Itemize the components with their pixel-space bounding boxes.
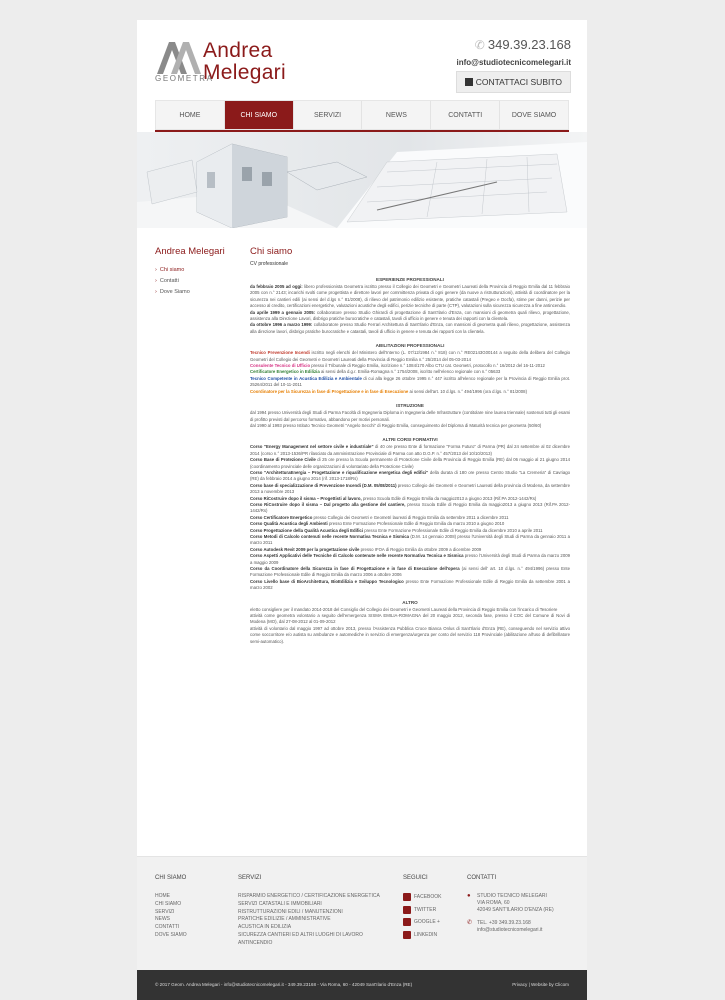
social-label: FACEBOOK [414,894,442,900]
cv-entry-title: Corso Certificatore Energetico [250,514,313,520]
cv-entry-text: presso Collegio dei Geometri e Geometri Laureati della provincia di Modena, da settembre 2013 a novembre 2013 [250,482,570,495]
sidebar-item-label: Contatti [159,278,179,284]
cv-entry-text: ai sensi della d.g.r. Emilia-Romagna n.° 1754/2008, iscritto nell'elenco regionale con n.° 05633 [320,369,501,375]
cv-entry-text: presso Ente Formazione Professionale Edile di Reggio Emilia da marzo 2010 a giugno 2010 [328,521,505,527]
footer-phone [467,920,577,934]
twitter-icon [403,906,411,914]
cv-entry-title: Tecnico Competente in Acustica Edilizia e Ambientale [250,375,362,381]
footer-link-news[interactable]: NEWS [155,916,170,923]
cv-entry-title: Corso RiCostruire dopo il sisma – Dal progetto alla gestione del cantiere, [250,501,406,507]
cv-entry-title: Corso Livello base di BioArchitettura, BioEdilizia e Sviluppo Tecnologico [250,578,404,584]
copyright-text: © 2017 Geom. Andrea Melegari - info@studiotecnicomelegari.it - 349.39.23168 - Via Roma, 60 - 42049 Sant'Ilario d'Enza (RE) [155,982,413,987]
footer-col-title: CONTATTI [467,875,497,881]
footer-link-service[interactable]: RISPARMIO ENERGETICO / CERTIFICAZIONE ENERGETICA [238,893,380,899]
footer-link-service[interactable]: ANTINCENDIO [238,939,273,946]
social-label: GOOGLE + [414,919,440,925]
cv-entry-title: Corso da Coordinatore della Sicurezza in fase di Progettazione e in fase di Esecuzione dell'opera [250,566,460,572]
facebook-icon [403,893,411,901]
cv-entry-title: Certificatore Energetico in Edilizia [250,369,320,375]
footer-col-seguici [403,875,463,943]
cv-entry-text: presso il Tribunale di Reggio Emilia, iscrizione n.° 1084/170 Albo CTU cat. Geometri, protocollo n.° 16/2012 del 16-11-2012 [311,363,545,369]
cv-entry-date: da febbraio 2005 ad oggi: [250,284,303,289]
cv-entry [250,444,570,457]
footer-phone-number[interactable]: TEL. +39 349.39.23.168 [477,920,531,926]
edit-icon [465,78,473,86]
sidebar-item-contatti[interactable] [155,278,235,284]
header-phone[interactable] [451,37,571,52]
cv-entry-text: presso Collegio dei Geometri e Geometri laureati di Reggio Emilia da settembre 2011 a dicembre 2011 [313,514,509,520]
cv-entry [250,502,570,515]
footer-col-title: CHI SIAMO [155,875,187,881]
cv-entry-title: Corso Metodi di Calcolo contenuti nelle recente Normativa Tecnica e Sismica [250,534,409,539]
cv-entry-text: presso Scuola Edile di Reggio Emilia da maggio2013 a giugno 2013 (Rif.PA 2012-1442/Rs) [250,501,570,514]
cv-entry [250,566,570,579]
header-email[interactable]: info@studiotecnicomelegari.it [456,58,571,67]
cv-entry-text: (D.M. 14 gennaio 2008) presso l'Università degli Studi di Parma da gennaio 2011 a marzo 2011 [250,534,571,546]
location-pin-icon: ● [467,893,471,899]
phone-icon: ✆ [474,38,485,52]
cv-entry [250,457,570,470]
sidebar-item-dove-siamo[interactable] [155,289,235,295]
sidebar [155,246,235,300]
footer-street: VIA ROMA, 60 [477,900,510,906]
social-google-plus[interactable] [403,918,463,926]
contact-now-label: CONTATTACI SUBITO [475,77,562,87]
main-nav [155,100,569,130]
page-container [137,20,587,856]
cv-entry-title: Corso RiCostruire dopo il sisma – Progettisti al lavoro, [250,495,362,501]
cv-entry-text: di cui alla legge 26 ottobre 1995 n.° 447 iscritto all'elenco regionale per la Provincia di Reggio Emilia prot. 25264/2011 del 10-11-2011 [250,375,570,388]
page-title: Chi siamo [250,246,293,257]
header-phone-number: 349.39.23.168 [487,37,571,52]
social-label: TWITTER [414,906,437,913]
cv-entry-title: Corso "ArchitetturaEnergia – Progettazione e riqualificazione energetica degli edifici" [250,469,429,475]
chevron-right-icon: › [155,289,157,295]
cv-entry: attività come geometra volontario a seguito dell'emergenza SISMA EMILIA-ROMAGNA del 20 maggio 2012, seconda fase, presso il COC del Comune di Novi di Modena (MO), dal 27-08-2012 al 01-09-2012 [250,613,570,625]
footer-col-contatti [467,875,577,939]
cv-entry [250,553,570,566]
footer-link-servizi[interactable]: SERVIZI [155,908,175,915]
footer-studio-name: STUDIO TECNICO MELEGARI [477,893,547,899]
cv-entry-text: presso Ente Formazione Professionale Edile di Reggio Emilia da dicembre 2010 a aprile 2011 [364,527,543,533]
cv-entry-text: presso l'Università degli Studi di Parma da marzo 2009 a maggio 2009 [250,553,570,565]
cv-entry-text: della durata di 180 ore presso Centro Studio "La Cremeria" di Cavriago (RE) da febbraio 2014 a giugno 2014 (rif. 2013-1718/Rs) [250,469,570,482]
header-contact [451,37,571,93]
footer-link-home[interactable]: HOME [155,893,170,899]
tab-dove-siamo[interactable]: DOVE SIAMO [511,112,557,119]
cv-entry-title: Corso Base di Protezione Civile [250,457,316,463]
cv-entry-title: Corso base di specializzazione di Prevenzione Incendi (D.M. 05/08/2011) [250,482,397,488]
chevron-right-icon: › [155,267,157,273]
cv-entry-text: libero professionista Geometra iscritto presso il Collegio dei Geometri e Geometri Laureati della Provincia di Reggio Emilia dal 11 febbraio 2005 con n.° 2143; incarichi svolti come progettista e direttore lavori per committenza privata di ogni genere (da nuove a ristrutturazioni), attività di coordinatore per la sicurezza nei cantieri edili (ai sensi del d.lgs n.° 81/2008), di rilievo del patrimonio edilizio esistente, pratiche catastali (Pregeo e Docfa), stime per danni, perizie per accesso al credito, certificazioni energetiche, valutazioni acustiche degli edifici, perizie tecniche di parte (CTP), valutazioni sulla sicurezza sicurezza a fine antincendio. [250,284,570,309]
tab-contatti[interactable]: CONTATTI [431,101,500,129]
cv-entry [250,284,570,310]
cv-entry-text: collaboratore presso Studio Ghirardi di progettazione di Sant'Ilario d'Enza, con mansioni di geometra quali rilievo, progettazione, assistenza alla Direzione Lavori, disbrigo pratiche burocratiche e catastali, tavoli di ufficio in genere e tenuta dei rapporti con la clientela. [250,309,570,322]
section-heading-istruzione: ISTRUZIONE [396,403,424,409]
phone-icon: ✆ [467,920,473,926]
cv-entry [250,389,570,395]
logo-first-name: Andrea [203,39,273,62]
cv-entry [250,483,570,496]
tab-news[interactable]: NEWS [362,101,431,129]
cv-entry-text: collaboratore presso Studio Ferrari Architettura di Sant'Ilario d'Enza, con mansioni di geometra quali rilievo, progettazione, assistenza alla direzione lavori, disbrigo pratiche burocratiche e catastali, tavoli di ufficio in genere e tenuta dei rapporti con la clientela. [250,322,570,334]
footer-link-dove-siamo[interactable]: DOVE SIAMO [155,931,187,938]
cv-entry-text: (ai sensi dell' art. 10 d.lgs. n.° 494/1996) presso Ente Formazione Professionale Edile di Reggio Emilia da marzo 2006 a ottobre 2006 [250,566,570,578]
cv-entry [250,322,570,335]
google-plus-icon [403,918,411,926]
cv-entry-title: Coordinatore per la Sicurezza in fase di Progettazione e in fase di Esecuzione [250,388,409,394]
cv-entry [250,579,570,592]
cv-entry: attività di volontario dal maggio 1997 ad ottobre 2013, presso l'Assistenza Pubblica Croce Bianca Onlus di Sant'Ilario d'Enza (RE), conseguendo nel servizio attivo come soccorritore e/o autista su ambulanze e automediche in servizio di emergenza/urgenza per conto del servizio 118 Provinciale (abilitazione all'uso di defibrillatore semi-automatico). [250,625,570,644]
section-heading-esperienze: ESPERIENZE PROFESSIONALI [376,277,444,282]
cv-entry-text: ai sensi dell'art. 10 d.lgs. n.° 494/1996 (ora d.lgs. n.° 81/2008) [409,388,527,394]
site-logo[interactable] [155,38,315,102]
footer-city: 42049 SANT'ILARIO D'ENZA (RE) [477,907,554,913]
tab-chi-siamo[interactable]: CHI SIAMO [225,101,294,129]
site-footer [137,856,587,970]
hero-banner-image [137,132,587,228]
footer-col-chi-siamo [155,875,225,940]
tab-home[interactable]: HOME [156,101,225,129]
cv-entry: dal 1994 presso Università degli Studi di Parma Facoltà di Ingegneria Diploma in Ingegneria delle Infrastrutture (contitolare nine laurea triennale) sostenuti tutti gli esami di profitto previsti dal percorso formativo, abbandono per motivi personali. [250,410,570,422]
linkedin-icon [403,931,411,939]
footer-link-service[interactable]: PRATICHE EDILIZIE / AMMINISTRATIVE [238,916,331,923]
main-content [250,246,570,645]
cv-entry [250,376,570,389]
section-heading-corsi: ALTRI CORSI FORMATIVI [382,437,438,443]
footer-link-contatti[interactable]: CONTATTI [155,924,180,931]
cv-entry-text: iscritto negli elenchi del Ministero dell'Interno (L. 07/12/1984 n.° 818) con n.° RE02143G00144 a seguito della delibera del Collegio Geometri del Collegio dei Geometri e Geometri Laureati della Provincia di Reggio Emilia n.° 25/2014 del 05-03-2014 [250,350,570,362]
chevron-right-icon: › [155,278,157,284]
cv-entry-text: di 40 ore presso Ente di formazione "Forma Futuro" di Parma (PR) dal 24 settembre al 02 dicembre 2014 (corso n.° 2013-1536/PR rilasciato da amministrazione Provinciale di Parma con atto D.G.P. n.° 457/2013 del 10/10/2013) [250,444,570,456]
page-subtitle: CV professionale [250,261,289,267]
cv-entry [250,310,570,323]
footer-link-service[interactable]: RISTRUTTURAZIONI EDILI / MANUTENZIONI [238,908,343,915]
contact-now-button[interactable] [456,71,571,93]
social-label: LINKEDIN [414,931,438,938]
sidebar-item-chi-siamo[interactable] [155,267,235,273]
footer-link-service[interactable]: SICUREZZA CANTIERI ED ALTRI LUOGHI DI LAVORO [238,931,363,938]
social-facebook[interactable] [403,893,463,901]
logo-last-name: Melegari [203,61,286,84]
cv-entry-text: presso Scuola Edile di Reggio Emilia da maggio2013 a giugno 2013 (Rif.PA 2012-1442/Rs) [362,495,537,501]
footer-link-service[interactable]: ACUSTICA IN EDILIZIA [238,924,292,931]
footer-col-title: SERVIZI [238,875,262,881]
cv-entry-date: da aprile 1999 a gennaio 2005: [250,309,316,315]
cv-entry-title: Corso Aspetti Applicativi delle Tecniche di Calcolo contenute nelle recente Normativa Tecnica e Sismica [250,553,464,559]
monogram-icon [155,40,201,78]
cv-entry: eletto consigliere per il mandato 2014-2018 del Consiglio del Collegio dei Geometri e Geometri Laureati della Provincia di Reggio Emilia con l'incarico di Tesoriere [250,606,558,612]
footer-link-service[interactable]: SERVIZI CATASTALI E IMMOBILIARI [238,900,322,907]
cv-entry-title: Corso Progettazione della Qualità Acustica degli Edifici [250,527,364,533]
sidebar-item-label: Dove Siamo [159,289,190,295]
social-twitter[interactable] [403,906,463,914]
footer-link-chi-siamo[interactable]: CHI SIAMO [155,900,182,907]
cv-entry-text: presso IFOA di Reggio Emilia da ottobre 2009 a dicembre 2009 [360,546,482,552]
bottom-bar [137,970,587,1000]
cv-entry-title: Corso Autodesk Revit 2009 per la progettazione civile [250,546,360,552]
cv-entry-date: da ottobre 1996 a marzo 1999: [250,322,313,328]
privacy-link[interactable]: Privacy | Website by Clicom [512,982,569,987]
cv-entry-text: presso Ente Formazione Professionale Edile di Reggio Emilia da settembre 2001 a marzo 2002 [250,578,571,591]
cv-entry [250,534,570,547]
footer-address [467,893,577,914]
social-linkedin[interactable] [403,931,463,939]
cv-entry-title: Corso "Energy Management nel settore civile e industriale" [250,444,374,450]
cv-entry [250,350,570,363]
cv-entry [250,470,570,483]
footer-email[interactable]: info@studiotecnicomelegari.it [477,927,543,933]
logo-profession: GEOMETRA [155,74,214,83]
tab-servizi[interactable]: SERVIZI [294,101,363,129]
cv-entry-title: Corso Qualità Acustica degli Ambienti [250,521,328,527]
footer-col-title: SEGUICI [403,875,428,881]
footer-col-servizi [238,875,398,948]
sidebar-item-label: Chi siamo [159,267,185,273]
section-heading-abilitazioni: ABILITAZIONI PROFESSIONALI [375,343,445,349]
cv-entry: dal 1990 al 1993 presso Istituto Tecnico Geometri "Angelo Secchi" di Reggio Emilia, conseguimento del Diploma di Maturità tecnica per geometra (50/60) [250,422,542,428]
section-heading-altro: ALTRO [402,599,418,605]
cv-entry-text: di 25 ore presso la Scuola permanente di Protezione Civile della Provincia di Reggio Emilia (RE) dal 06 maggio al 21 giugno 2014 (coordinamento provinciale delle organizzazioni di volontariato della Protezione Civile) [250,457,570,469]
cv-entry-title: Tecnico Prevenzione Incendi [250,350,310,356]
sidebar-title: Andrea Melegari [155,246,225,257]
cv-entry-title: Consulente Tecnico di Ufficio [250,363,311,369]
